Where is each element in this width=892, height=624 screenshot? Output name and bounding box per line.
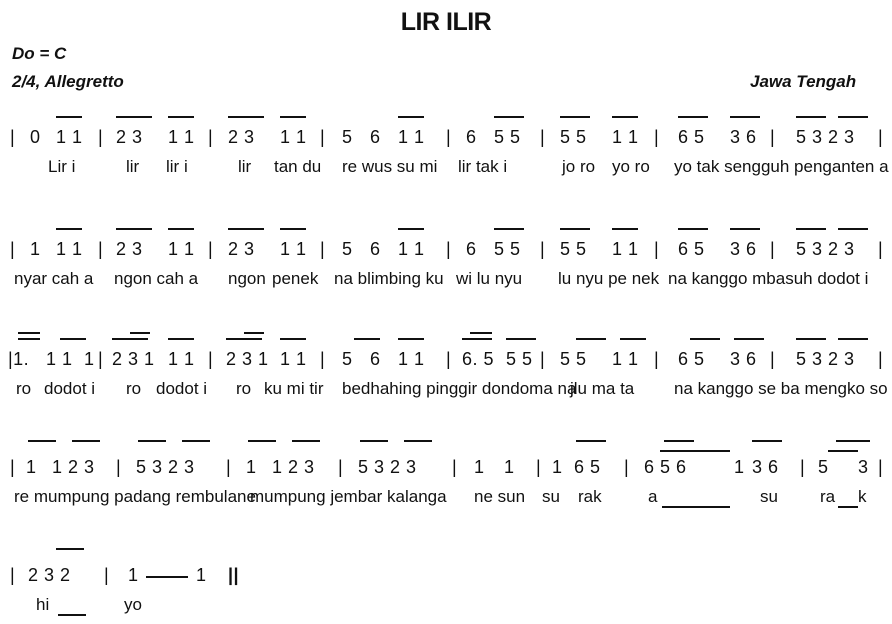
note: 6 (370, 349, 381, 369)
note: 5 (342, 127, 353, 147)
beam (664, 440, 694, 442)
note: 1 (474, 457, 485, 477)
barline: | (10, 457, 16, 477)
note-group: 3 6 (730, 239, 757, 259)
note-group: 1 1 (398, 127, 425, 147)
beam (612, 116, 638, 118)
note: 1 (128, 565, 139, 585)
note-group: 5 5 (506, 349, 533, 369)
lyric: penek (272, 269, 319, 288)
lyric-extension (838, 506, 858, 508)
beam (168, 116, 194, 118)
note-group: 1 1 (280, 127, 307, 147)
lyric: lir (238, 157, 252, 176)
note: 1 (84, 349, 95, 369)
beam (56, 228, 82, 230)
beam (796, 116, 826, 118)
barline: | (536, 457, 542, 477)
beam (470, 332, 492, 334)
barline: | (878, 239, 884, 259)
beam (576, 440, 606, 442)
note-group: 2 3 (228, 239, 255, 259)
barline: | (446, 239, 452, 259)
beam (130, 332, 150, 334)
note-group: 1 1 (168, 239, 195, 259)
lyric-extension (58, 614, 86, 616)
beam (690, 338, 720, 340)
note-group: 1 1 (168, 349, 195, 369)
beam (354, 338, 380, 340)
beam (494, 228, 524, 230)
lyric: k (858, 487, 867, 506)
beam (56, 116, 82, 118)
beam (678, 116, 708, 118)
beam (228, 228, 264, 230)
lyric: lu nyu pe nek (558, 269, 660, 288)
lyric: rak (578, 487, 602, 506)
note-group: 2 3 (116, 239, 143, 259)
barline: | (452, 457, 458, 477)
note-group: 2 3 1 (112, 349, 155, 369)
barline: | (878, 349, 884, 369)
note-group: 5 3 2 3 (796, 239, 855, 259)
lyric: na blimbing ku (334, 269, 444, 288)
extension-line (146, 576, 188, 578)
beam (244, 332, 264, 334)
beam (796, 228, 826, 230)
extension-line (828, 450, 858, 452)
note-group: 1 1 (56, 239, 83, 259)
lyric: a (648, 487, 658, 506)
beam (56, 548, 84, 550)
barline: | (446, 349, 452, 369)
barline: | (226, 457, 232, 477)
note-group: 3 6 (752, 457, 779, 477)
lyrics-line (0, 484, 892, 510)
note-group: 6. 5 (462, 349, 495, 369)
note: 6 (370, 127, 381, 147)
lyric: ro (16, 379, 32, 398)
barline: | (540, 349, 546, 369)
note-group: 6 5 (678, 127, 705, 147)
note: 1 (734, 457, 745, 477)
lyrics-line (0, 266, 892, 292)
beam (72, 440, 100, 442)
key-signature: Do = C (12, 44, 67, 63)
beam (836, 440, 870, 442)
note-group: 1 1 (46, 349, 73, 369)
note-group: 5 5 (494, 127, 521, 147)
note: 0 (30, 127, 41, 147)
beam (280, 338, 306, 340)
beam (398, 338, 424, 340)
note-group: 6 5 (678, 239, 705, 259)
barline: | (446, 127, 452, 147)
lyric: ne sun (474, 487, 526, 506)
barline: | (320, 349, 326, 369)
beam (838, 228, 868, 230)
note-group: 2 3 (116, 127, 143, 147)
barline: | (654, 349, 660, 369)
barline: | (338, 457, 344, 477)
notation-line (0, 454, 892, 480)
final-barline: || (228, 565, 240, 585)
lyric: na kanggo se ba mengko so (674, 379, 888, 398)
lyric-extension (662, 506, 730, 508)
lyric: su (542, 487, 560, 506)
beam (576, 338, 606, 340)
note-group: 6 5 (678, 349, 705, 369)
barline: | (800, 457, 806, 477)
note: 1 (246, 457, 257, 477)
note-group: 3 6 (730, 127, 757, 147)
note: 1 (196, 565, 207, 585)
beam (168, 228, 194, 230)
lyrics-line (0, 592, 892, 618)
beam (28, 440, 56, 442)
beam (138, 440, 166, 442)
note-group: 5 5 (560, 239, 587, 259)
barline: | (98, 239, 104, 259)
beam (18, 332, 40, 334)
lyric: na kanggo mbasuh dodot i (668, 269, 869, 288)
beam (560, 116, 590, 118)
barline: | (654, 239, 660, 259)
lyric: yo tak sengguh penganten a (674, 157, 889, 176)
barline: | (654, 127, 660, 147)
barline: | (540, 127, 546, 147)
notation-line (0, 124, 892, 150)
lyric: yo ro (612, 157, 650, 176)
barline: | (116, 457, 122, 477)
note-group: 1 2 3 (52, 457, 95, 477)
extension-line (660, 450, 730, 452)
barline: | (98, 127, 104, 147)
barline: | (540, 239, 546, 259)
beam (182, 440, 210, 442)
note-group: 1 1 (398, 349, 425, 369)
note-group: 1 1 (280, 349, 307, 369)
lyric: wi lu nyu (456, 269, 523, 288)
lyric: ro (126, 379, 142, 398)
beam (404, 440, 432, 442)
notation-line (0, 236, 892, 262)
note-group: 1 1 (168, 127, 195, 147)
barline: | (770, 239, 776, 259)
note-group: |1. (8, 349, 30, 369)
note: 1 (30, 239, 41, 259)
beam (112, 338, 148, 340)
beam (494, 116, 524, 118)
beam (248, 440, 276, 442)
lyric: tan du (274, 157, 322, 176)
barline: | (10, 239, 16, 259)
barline: | (320, 127, 326, 147)
beam (678, 228, 708, 230)
beam (730, 228, 760, 230)
beam (360, 440, 388, 442)
barline: | (770, 127, 776, 147)
beam (796, 338, 826, 340)
note: 3 (858, 457, 869, 477)
note-group: 5 5 (560, 127, 587, 147)
beam (60, 338, 86, 340)
time-signature: 2/4, Allegretto (12, 72, 124, 91)
note-group: 1 1 (56, 127, 83, 147)
beam (168, 338, 194, 340)
lyric: lir i (166, 157, 188, 176)
beam (398, 228, 424, 230)
beam (280, 228, 306, 230)
note-group: 6 5 6 (644, 457, 687, 477)
note-group: 2 3 1 (226, 349, 269, 369)
note: 5 (342, 349, 353, 369)
lyric: ku mi tir (264, 379, 324, 398)
lyrics-line (0, 376, 892, 402)
note-group: 5 5 (560, 349, 587, 369)
barline: | (878, 457, 884, 477)
note-group: 1 1 (612, 349, 639, 369)
lyric: jlu ma ta (570, 379, 635, 398)
lyric: re wus su mi (342, 157, 438, 176)
lyrics-line (0, 154, 892, 180)
beam (292, 440, 320, 442)
lyric: jo ro (562, 157, 596, 176)
beam (506, 338, 536, 340)
barline: | (770, 349, 776, 369)
note: 6 (370, 239, 381, 259)
barline: | (208, 349, 214, 369)
barline: | (320, 239, 326, 259)
beam (734, 338, 764, 340)
note-group: 6 5 (574, 457, 601, 477)
beam (838, 116, 868, 118)
barline: | (624, 457, 630, 477)
note-group: 5 3 2 3 (136, 457, 195, 477)
beam (398, 116, 424, 118)
note: 6 (466, 127, 477, 147)
lyric: Lir i (48, 157, 76, 176)
note-group: 2 3 2 (28, 565, 71, 585)
lyric: lir (126, 157, 140, 176)
lyric: re mumpung padang rembulane (14, 487, 256, 506)
lyric: hi (36, 595, 50, 614)
note-group: 1 2 3 (272, 457, 315, 477)
note: 1 (504, 457, 515, 477)
beam (612, 228, 638, 230)
notation-line (0, 562, 892, 588)
beam (620, 338, 646, 340)
beam (226, 338, 262, 340)
note-group: 5 3 2 3 (358, 457, 417, 477)
beam (730, 116, 760, 118)
barline: | (208, 239, 214, 259)
lyric: mumpung jembar kalanga (250, 487, 447, 506)
barline: | (878, 127, 884, 147)
beam (560, 228, 590, 230)
lyric: nyar cah a (14, 269, 94, 288)
beam (752, 440, 782, 442)
note-group: 3 6 (730, 349, 757, 369)
lyric: lir tak i (458, 157, 508, 176)
beam (280, 116, 306, 118)
notation-line (0, 346, 892, 372)
note-group: 2 3 (228, 127, 255, 147)
barline: | (10, 565, 16, 585)
barline: | (208, 127, 214, 147)
region-label: Jawa Tengah (750, 72, 857, 91)
note: 5 (818, 457, 829, 477)
barline: | (104, 565, 110, 585)
lyric: ro (236, 379, 252, 398)
note-group: 1 1 (612, 127, 639, 147)
note: 5 (342, 239, 353, 259)
note-group: 1 1 (280, 239, 307, 259)
beam (18, 338, 40, 340)
note: 1 (552, 457, 563, 477)
note-group: 1 1 (398, 239, 425, 259)
lyric: bedhahing pinggir dondoma na (342, 379, 577, 398)
lyric: dodot i (44, 379, 96, 398)
note-group: 5 5 (494, 239, 521, 259)
note-group: 1 1 (612, 239, 639, 259)
note-group: 5 3 2 3 (796, 349, 855, 369)
note: 6 (466, 239, 477, 259)
beam (228, 116, 264, 118)
barline: | (10, 127, 16, 147)
lyric: dodot i (156, 379, 208, 398)
note-group: 5 3 2 3 (796, 127, 855, 147)
lyric: yo (124, 595, 142, 614)
lyric: ngon cah a (114, 269, 199, 288)
beam (462, 338, 492, 340)
lyric: su (760, 487, 778, 506)
song-title: LIR ILIR (400, 8, 492, 36)
lyric: ngon (228, 269, 266, 288)
beam (838, 338, 868, 340)
barline: | (98, 349, 104, 369)
beam (116, 228, 152, 230)
lyric: ra (820, 487, 836, 506)
note: 1 (26, 457, 37, 477)
beam (116, 116, 152, 118)
